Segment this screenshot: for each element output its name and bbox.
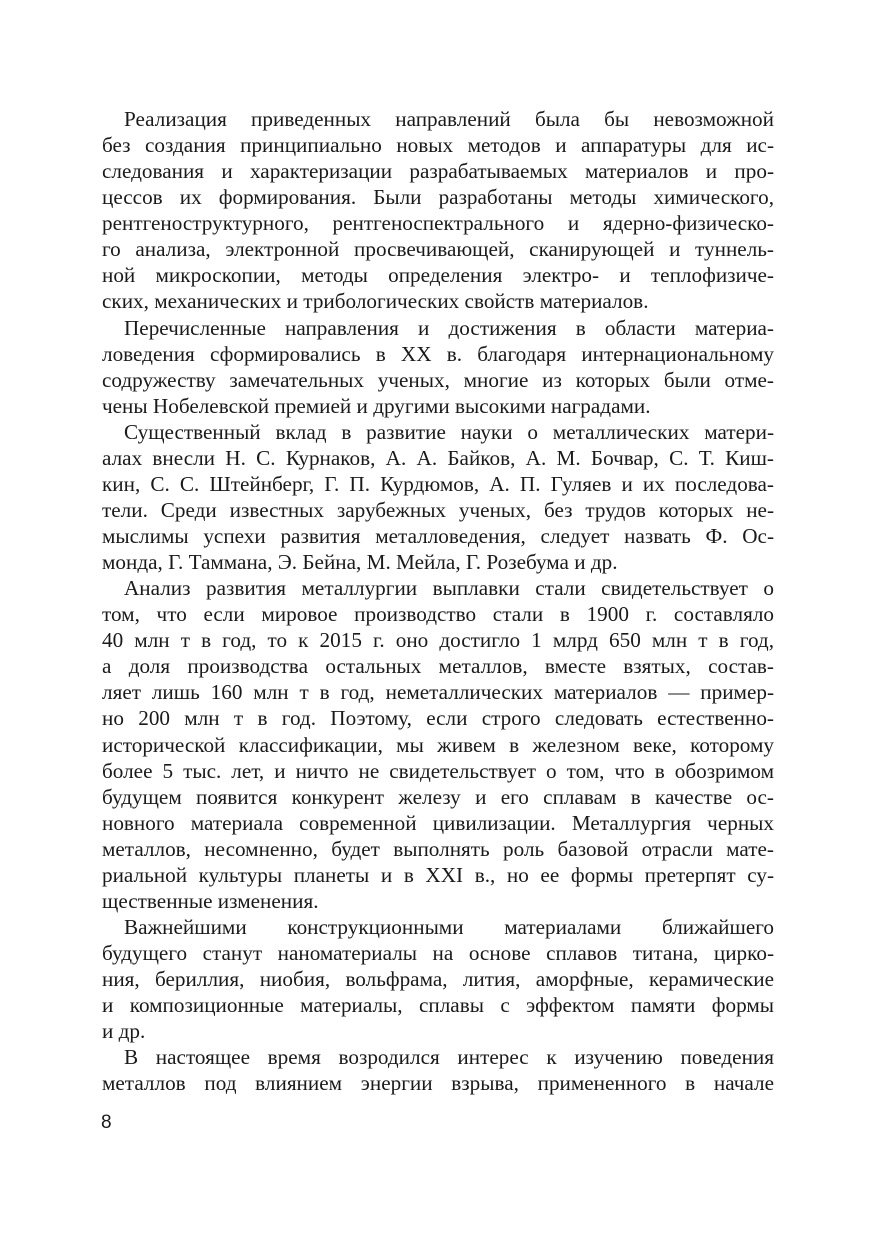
paragraph-6	[102, 1044, 774, 1096]
text-line: ляет лишь 160 млн т в год, неметаллических материалов — пример-	[102, 680, 774, 705]
text-line: и др.	[102, 1019, 146, 1044]
paragraph-5	[102, 914, 774, 1044]
text-line: Реализация приведенных направлений была бы невозможной	[124, 107, 774, 131]
text-line: новного материала современной цивилизации. Металлургия черных	[102, 810, 774, 835]
text-line: щественные изменения.	[102, 888, 319, 913]
text-line: том, что если мировое производство стали в 1900 г. составляло	[102, 602, 774, 627]
text-line: 40 млн т в год, то к 2015 г. оно достигло 1 млрд 650 млн т в год,	[102, 628, 774, 653]
paragraph-4	[102, 575, 774, 914]
text-line: а доля производства остальных металлов, вместе взятых, состав-	[102, 654, 774, 679]
text-line: ной микроскопии, методы определения электро- и теплофизиче-	[102, 263, 774, 288]
text-line: кин, С. С. Штейнберг, Г. П. Курдюмов, А. П. Гуляев и их последова-	[102, 471, 774, 496]
text-line: го анализа, электронной просвечивающей, сканирующей и туннель-	[102, 237, 774, 262]
page-body	[102, 106, 774, 1096]
text-line: цессов их формирования. Были разработаны методы химического,	[102, 185, 774, 210]
text-line: более 5 тыс. лет, и ничто не свидетельствует о том, что в обозримом	[102, 758, 774, 783]
text-line: ловедения сформировались в XX в. благодаря интернациональному	[102, 341, 774, 366]
text-line: содружеству замечательных ученых, многие из которых были отме-	[102, 367, 774, 392]
text-line: чены Нобелевской премией и другими высокими наградами.	[102, 393, 651, 418]
text-line: и композиционные материалы, сплавы с эффектом памяти формы	[102, 993, 774, 1018]
paragraph-1	[102, 106, 774, 315]
text-line: металлов под влиянием энергии взрыва, примененного в начале	[102, 1071, 774, 1096]
text-line: будущем появится конкурент железу и его сплавам в качестве ос-	[102, 784, 774, 809]
text-line: но 200 млн т в год. Поэтому, если строго следовать естественно-	[102, 706, 774, 731]
text-line: рентгеноструктурного, рентгеноспектрального и ядерно-физическо-	[102, 211, 774, 236]
text-line: будущего станут наноматериалы на основе сплавов титана, цирко-	[102, 941, 774, 965]
text-line: риальной культуры планеты и в XXI в., но ее формы претерпят су-	[102, 862, 774, 887]
text-line: тели. Среди известных зарубежных ученых, без трудов которых не-	[102, 497, 774, 522]
text-line: мыслимы успехи развития металловедения, следует назвать Ф. Ос-	[102, 524, 774, 548]
text-line: монда, Г. Таммана, Э. Бейна, М. Мейла, Г. Розебума и др.	[102, 550, 618, 575]
text-line: Существенный вклад в развитие науки о металлических матери-	[124, 419, 774, 444]
page-number: 8	[101, 1112, 112, 1133]
paragraph-3	[102, 419, 774, 575]
text-line: ния, бериллия, ниобия, вольфрама, лития, аморфные, керамические	[102, 967, 774, 992]
text-line: следования и характеризации разрабатываемых материалов и про-	[102, 159, 774, 184]
text-line: исторической классификации, мы живем в железном веке, которому	[102, 732, 774, 757]
text-line: без создания принципиально новых методов и аппаратуры для ис-	[102, 133, 774, 158]
text-line: Важнейшими конструкционными материалами ближайшего	[124, 914, 774, 939]
text-line: Перечисленные направления и достижения в области материа-	[124, 315, 774, 340]
text-line: ских, механических и трибологических свойств материалов.	[102, 289, 649, 314]
paragraph-2	[102, 315, 774, 419]
text-line: металлов, несомненно, будет выполнять роль базовой отрасли мате-	[102, 836, 774, 861]
text-line: алах внесли Н. С. Курнаков, А. А. Байков, А. М. Бочвар, С. Т. Киш-	[102, 445, 774, 470]
text-line: В настоящее время возродился интерес к изучению поведения	[124, 1045, 774, 1070]
text-line: Анализ развития металлургии выплавки стали свидетельствует о	[124, 576, 774, 601]
